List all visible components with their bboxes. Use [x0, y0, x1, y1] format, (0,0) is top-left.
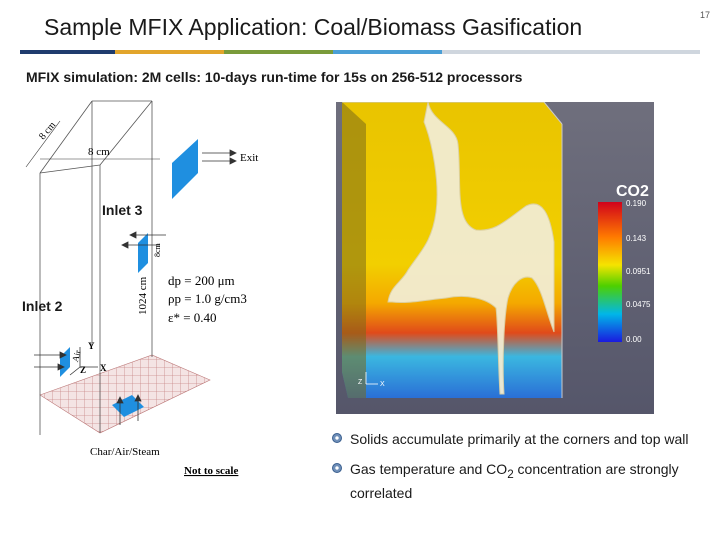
inlet3-label: Inlet 3 [102, 202, 143, 218]
legend-tick: 0.0475 [626, 300, 651, 309]
axis-x-label: X [100, 363, 107, 373]
width-label: 8 cm [88, 146, 110, 158]
gasifier-schematic [20, 95, 300, 485]
axis-z-label: Z [80, 365, 87, 375]
exit-panel [172, 139, 198, 199]
render-axis-x: X [380, 381, 385, 388]
bullet-text-prefix: Gas temperature and CO [350, 461, 508, 477]
bullet-list [332, 430, 692, 514]
title-rule-segment [442, 50, 700, 54]
title-rule-segment [333, 50, 442, 54]
inlet3-panel [138, 233, 148, 273]
title-rule [20, 50, 700, 54]
inlet2-label: Inlet 2 [22, 298, 63, 314]
bullet-text-sub: 2 [507, 467, 514, 481]
page-title: Sample MFIX Application: Coal/Biomass Gasification [44, 14, 583, 40]
bullet-icon [332, 433, 342, 443]
inlet2-panel [60, 347, 70, 377]
param-eps: ε* = 0.40 [168, 310, 217, 325]
param-dp: dp = 200 μm [168, 273, 235, 288]
column-left-face [342, 102, 366, 398]
legend-tick: 0.0951 [626, 267, 651, 276]
bottom-label: Char/Air/Steam [90, 446, 160, 458]
legend-tick: 0.143 [626, 234, 647, 243]
axis-y-label: Y [88, 341, 95, 351]
title-rule-segment [224, 50, 333, 54]
legend-tick: 0.00 [626, 335, 642, 344]
bullet-text: Solids accumulate primarily at the corners and top wall [350, 431, 689, 447]
title-rule-segment [115, 50, 224, 54]
page-number: 17 [699, 10, 710, 20]
bullet-item [332, 460, 692, 502]
subtitle: MFIX simulation: 2M cells: 10-days run-time for 15s on 256-512 processors [26, 69, 523, 85]
legend-tick: 0.190 [626, 199, 647, 208]
exit-label: Exit [240, 152, 259, 164]
height-label: 1024 cm [137, 276, 149, 315]
inlet3-size: 8cm [153, 243, 162, 257]
legend-title: CO2 [616, 183, 649, 200]
bullet-icon [332, 463, 342, 473]
simulation-render [336, 102, 654, 414]
air-label: Air [70, 348, 83, 364]
bullet-item [332, 430, 692, 448]
depth-label: 8 cm [37, 119, 59, 143]
bullet-text-suffix: concentration are strongly correlated [350, 461, 679, 501]
scale-note: Not to scale [184, 465, 239, 477]
title-rule-segment [20, 50, 115, 54]
legend-colorbar [598, 202, 622, 342]
param-rho: ρp = 1.0 g/cm3 [168, 291, 247, 306]
render-axis-z: Z [358, 379, 363, 386]
